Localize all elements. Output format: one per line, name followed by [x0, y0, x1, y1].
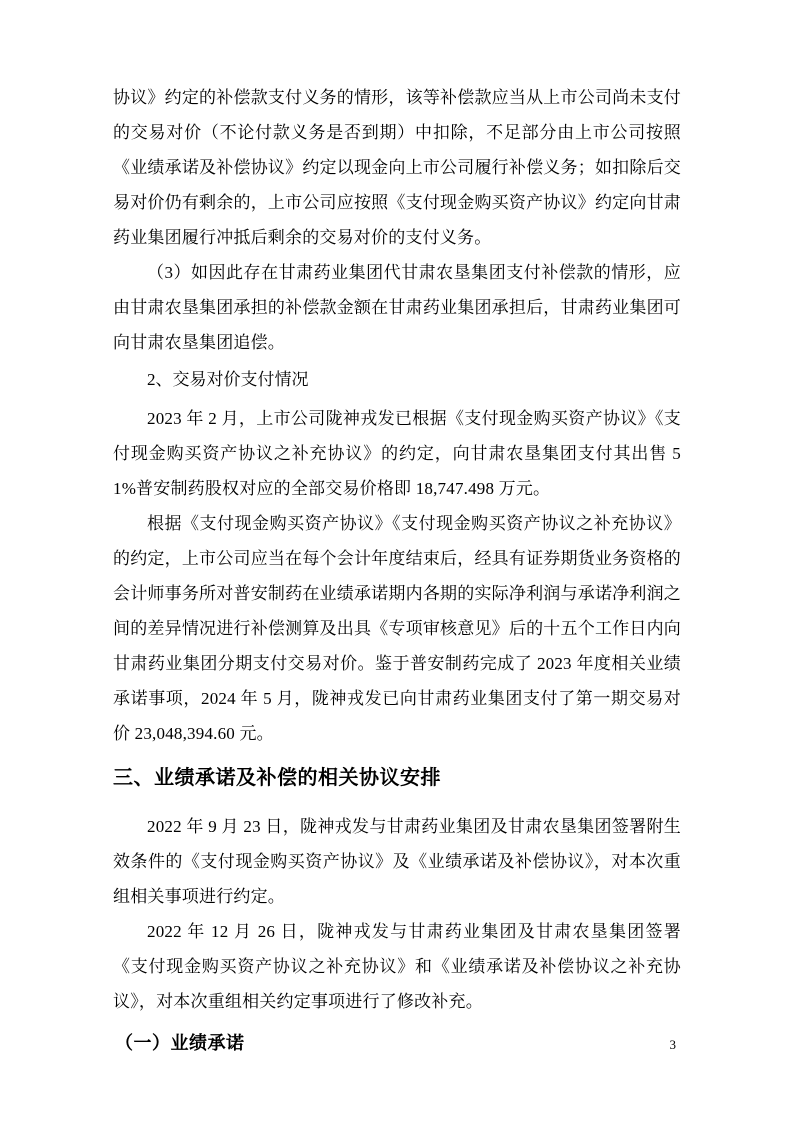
sub-heading-performance-commitment: （一）业绩承诺 [115, 1033, 245, 1053]
paragraph-installment-payment: 根据《支付现金购买资产协议》《支付现金购买资产协议之补充协议》的约定，上市公司应当在每个会计年度结束后，经具有证券期货业务资格的会计师事务所对普安制药在业绩承诺期内各期的实际净利润与承诺净利润之间的差异情况进行补偿测算及出具《专项审核意见》后的十五个工作日内向甘肃药业集团分期支付交易对价。鉴于普安制药完成了 2023 年度相关业绩承诺事项，2024 年 5 月，陇神戎发已向甘肃药业集团支付了第一期交易对价 23,048,394.60 元。 [113, 514, 681, 743]
paragraph-2022-09-23-agreement: 2022 年 9 月 23 日，陇神戎发与甘肃药业集团及甘肃农垦集团签署附生效条件的《支付现金购买资产协议》及《业绩承诺及补偿协议》，对本次重组相关事项进行约定。 [113, 817, 681, 906]
paragraph-2022-12-26-supplement: 2022 年 12 月 26 日，陇神戎发与甘肃药业集团及甘肃农垦集团签署《支付现金购买资产协议之补充协议》和《业绩承诺及补偿协议之补充协议》，对本次重组相关约定事项进行了修改补充。 [113, 922, 681, 1011]
page-number: 3 [669, 1037, 676, 1052]
document-content [113, 80, 681, 1057]
paragraph-continued-compensation-obligation: 协议》约定的补偿款支付义务的情形，该等补偿款应当从上市公司尚未支付的交易对价（不论付款义务是否到期）中扣除，不足部分由上市公司按照《业绩承诺及补偿协议》约定以现金向上市公司履行补偿义务；如扣除后交易对价仍有剩余的，上市公司应按照《支付现金购买资产协议》约定向甘肃药业集团履行冲抵后剩余的交易对价的支付义务。 [113, 88, 681, 247]
section-heading-three: 三、业绩承诺及补偿的相关协议安排 [113, 767, 441, 789]
paragraph-2023-payment: 2023 年 2 月，上市公司陇神戎发已根据《支付现金购买资产协议》《支付现金购买资产协议之补充协议》的约定，向甘肃农垦集团支付其出售 51%普安制药股权对应的全部交易价格即 18,747.498 万元。 [113, 409, 681, 498]
paragraph-item3-recourse: （3）如因此存在甘肃药业集团代甘肃农垦集团支付补偿款的情形，应由甘肃农垦集团承担的补偿款金额在甘肃药业集团承担后，甘肃药业集团可向甘肃农垦集团追偿。 [113, 263, 681, 352]
subpoint-heading-payment-status: 2、交易对价支付情况 [147, 370, 309, 389]
